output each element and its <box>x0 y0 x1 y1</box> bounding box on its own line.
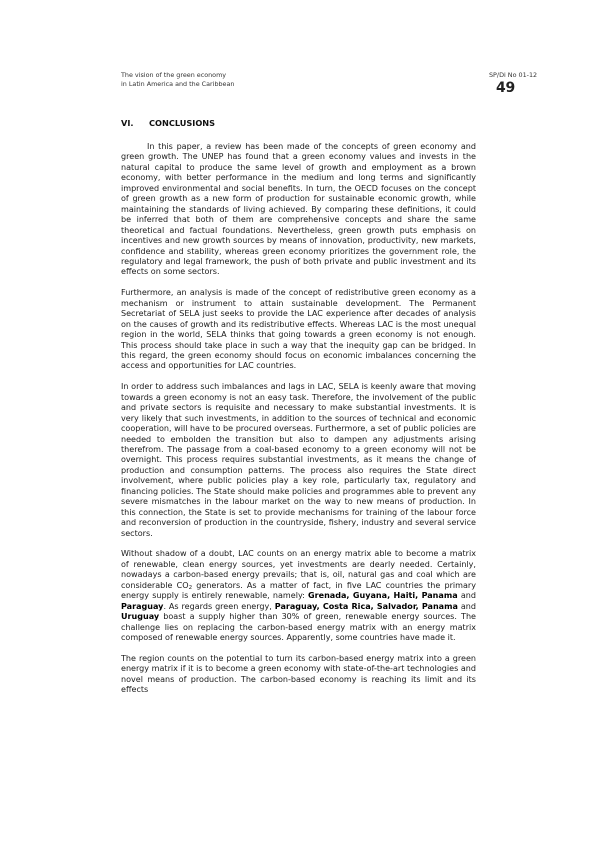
paragraph-2: Furthermore, an analysis is made of the concept of redistributive green economy as a mechanism or instrument to attain sustainable development. The Permanent Secretariat of SELA just seeks to provide the LAC experience after decades of analysis on the causes of growth and its redistributive effects. Whereas LAC is the most unequal region in the world, SELA thinks that going towards a green economy is not enough. This process should take place in such a way that the inequity gap can be bridged. In this regard, the green economy should focus on economic imbalances concerning the access and opportunities for LAC countries. <box>121 288 476 371</box>
section-title: CONCLUSIONS <box>149 118 216 128</box>
paragraph-5: The region counts on the potential to turn its carbon-based energy matrix into a green energy matrix if it is to become a green economy with state-of-the-art technologies and novel means of production. The carbon-based economy is reaching its limit and its effects <box>121 653 476 695</box>
page-number: 49 <box>496 80 515 96</box>
paragraph-1: In this paper, a review has been made of the concepts of green economy and green growth. The UNEP has found that a green economy values and invests in the natural capital to produce the same level of growth and employment as a brown economy, with better performance in the medium and long terms and significantly improved environmental and social benefits. In turn, the OECD focuses on the concept of green growth as a new form of production for sustainable economic growth, while maintaining the standards of living achieved. By comparing these definitions, it could be inferred that both of them are comprehensive concepts and share the same theoretical and factual foundations. Nevertheless, green growth puts emphasis on incentives and new growth sources by means of innovation, productivity, new markets, confidence and stability, whereas green economy prioritizes the government role, the regulatory and legal framework, the push of both private and public investment and its effects on some sectors. <box>121 142 476 277</box>
section-number: VI. <box>121 118 134 128</box>
p4-and-1: and <box>457 591 476 601</box>
p4-text-1: Without shadow of a doubt, LAC counts on an energy matrix able to become a matrix of renewable, clean energy sources, yet investments are dearly needed. Certainly, nowadays a carbon-based energy prevails; that is, oil, natural gas and coal which are considerable CO <box>121 549 476 590</box>
p4-text-2: generators. As a matter of fact, in five LAC countries the primary energy supply is entirely renewable, namely: <box>121 580 476 601</box>
section-heading <box>121 118 215 128</box>
document-code: SP/Di No 01-12 <box>489 71 538 79</box>
co2-subscript: 2 <box>188 584 193 591</box>
paragraph-4 <box>121 549 476 643</box>
green-energy-countries-list: Paraguay, Costa Rica, Salvador, Panama <box>274 601 458 611</box>
renewable-countries-list: Grenada, Guyana, Haiti, Panama <box>308 591 458 601</box>
p4-text-4: boast a supply higher than 30% of green, renewable energy sources. The challenge lies on replacing the carbon-based energy matrix with an energy matrix composed of renewable energy sources. Apparently, some countries have made it. <box>121 612 476 643</box>
p4-and-2: and <box>457 601 476 611</box>
renewable-country-last: Paraguay <box>121 601 164 611</box>
header-title-line-2: in Latin America and the Caribbean <box>121 79 235 88</box>
header-title-line-1: The vision of the green economy <box>121 71 227 79</box>
running-header-title <box>121 71 234 88</box>
document-body <box>121 142 476 706</box>
paragraph-3: In order to address such imbalances and lags in LAC, SELA is keenly aware that moving towards a green economy is not an easy task. Therefore, the involvement of the public and private sectors is requisite and necessary to make substantial investments. It is very likely that such investments, in addition to the sources of technical and economic cooperation, will have to be procured overseas. Furthermore, a set of public policies are needed to embolden the transition but also to dampen any adjustments arising therefrom. The passage from a coal-based economy to a green economy will not be overnight. This process requires substantial investments, as it means the change of production and consumption patterns. The process also requires the State direct involvement, where public policies play a key role, particularly tax, regulatory and financing policies. The State should make policies and programmes able to prevent any severe mismatches in the labour market on the way to new means of production. In this connection, the State is set to provide mechanisms for training of the labour force and reconversion of production in the countryside, fishery, industry and several service sectors. <box>121 382 476 538</box>
p4-text-3: . As regards green energy, <box>163 601 275 611</box>
green-energy-country-last: Uruguay <box>121 612 160 622</box>
